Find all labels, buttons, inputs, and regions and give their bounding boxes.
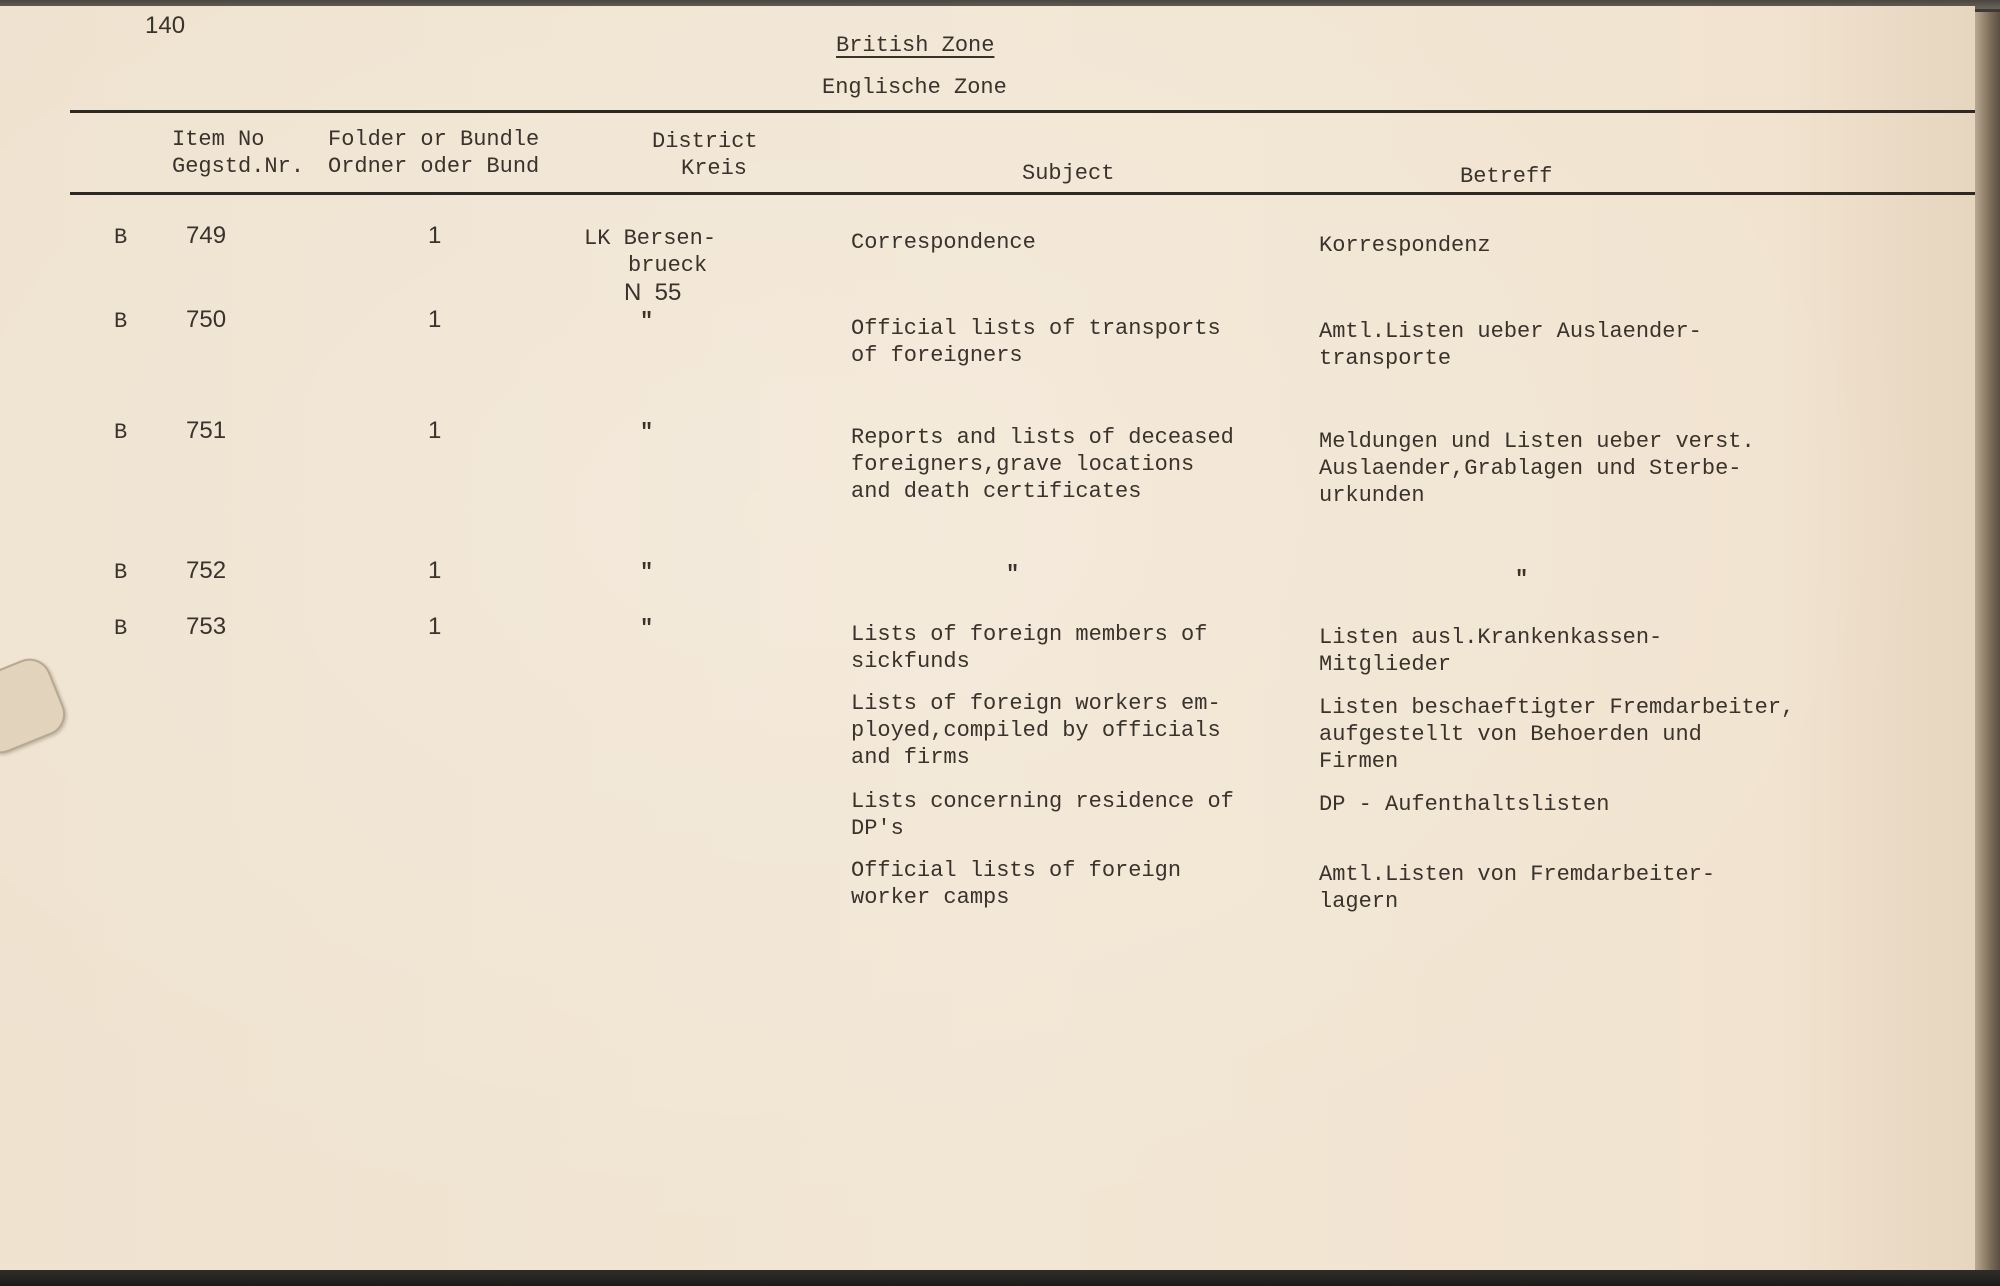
subject: Lists of foreign members of [851, 622, 1208, 647]
item-number: 751 [186, 417, 227, 444]
page-number: 140 [145, 12, 186, 39]
col-header-item-no-de: Gegstd.Nr. [172, 154, 305, 179]
scan-bottom-edge [0, 1270, 2000, 1286]
betreff: lagern [1319, 889, 1399, 914]
district-ditto: " [640, 309, 654, 334]
row-prefix: B [114, 420, 128, 445]
district-ditto: " [640, 560, 654, 585]
betreff: Firmen [1319, 749, 1399, 774]
folder-count: 1 [428, 417, 442, 444]
binder-tab [0, 652, 72, 760]
col-header-subject: Subject [1022, 161, 1115, 186]
item-number: 750 [186, 306, 227, 333]
row-prefix: B [114, 225, 128, 250]
subject: Lists of foreign workers em- [851, 691, 1221, 716]
folder-count: 1 [428, 306, 442, 333]
subject: Official lists of foreign [851, 858, 1182, 883]
page-subtitle: Englische Zone [822, 75, 1007, 100]
col-header-district-en: District [652, 129, 758, 154]
subject: ployed,compiled by officials [851, 718, 1221, 743]
district: brueck [628, 253, 708, 278]
subject: Reports and lists of deceased [851, 425, 1234, 450]
subject: of foreigners [851, 343, 1023, 368]
district-code: N 55 [624, 279, 682, 306]
district: LK Bersen- [584, 226, 717, 251]
betreff: urkunden [1319, 483, 1425, 508]
district-ditto: " [640, 616, 654, 641]
subject: and death certificates [851, 479, 1142, 504]
row-prefix: B [114, 560, 128, 585]
betreff: Amtl.Listen ueber Auslaender- [1319, 319, 1702, 344]
district-ditto: " [640, 420, 654, 445]
folder-count: 1 [428, 557, 442, 584]
betreff: DP - Aufenthaltslisten [1319, 792, 1610, 817]
subject: Official lists of transports [851, 316, 1221, 341]
item-number: 753 [186, 613, 227, 640]
subject: sickfunds [851, 649, 970, 674]
row-prefix: B [114, 616, 128, 641]
folder-count: 1 [428, 222, 442, 249]
betreff: transporte [1319, 346, 1452, 371]
col-header-item-no-en: Item No [172, 127, 265, 152]
betreff: Korrespondenz [1319, 233, 1491, 258]
item-number: 749 [186, 222, 227, 249]
folder-count: 1 [428, 613, 442, 640]
betreff: aufgestellt von Behoerden und [1319, 722, 1702, 747]
scan-right-edge [1975, 12, 2000, 1272]
subject-ditto: " [1006, 562, 1020, 587]
header-top-rule [70, 110, 1982, 113]
row-prefix: B [114, 309, 128, 334]
betreff: Meldungen und Listen ueber verst. [1319, 429, 1755, 454]
betreff: Listen ausl.Krankenkassen- [1319, 625, 1663, 650]
subject: Correspondence [851, 230, 1036, 255]
subject: and firms [851, 745, 970, 770]
col-header-folder-en: Folder or Bundle [328, 127, 540, 152]
page-title: British Zone [836, 33, 995, 58]
betreff-ditto: " [1515, 567, 1529, 592]
col-header-betreff: Betreff [1460, 164, 1553, 189]
document-page [0, 6, 1975, 1272]
col-header-district-de: Kreis [681, 156, 748, 181]
item-number: 752 [186, 557, 227, 584]
subject: foreigners,grave locations [851, 452, 1195, 477]
subject: DP's [851, 816, 904, 841]
subject: Lists concerning residence of [851, 789, 1234, 814]
header-bottom-rule [70, 192, 1982, 195]
betreff: Auslaender,Grablagen und Sterbe- [1319, 456, 1742, 481]
betreff: Amtl.Listen von Fremdarbeiter- [1319, 862, 1716, 887]
betreff: Mitglieder [1319, 652, 1452, 677]
subject: worker camps [851, 885, 1010, 910]
col-header-folder-de: Ordner oder Bund [328, 154, 540, 179]
betreff: Listen beschaeftigter Fremdarbeiter, [1319, 695, 1795, 720]
